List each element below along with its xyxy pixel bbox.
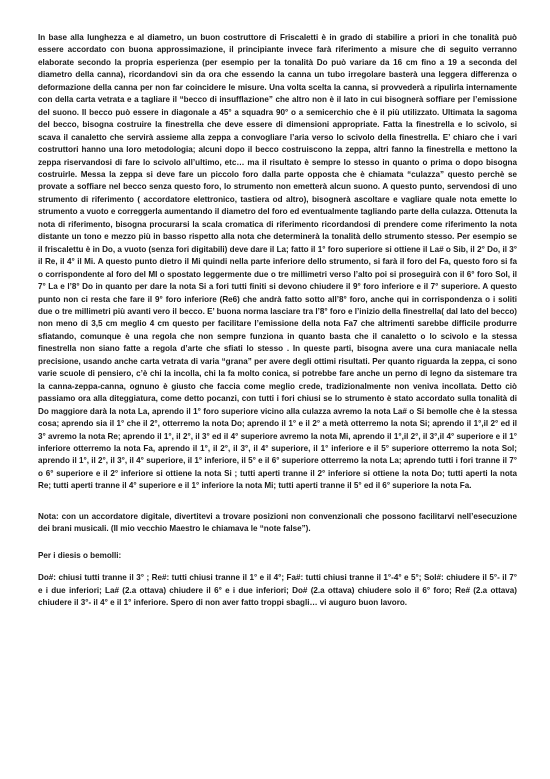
document-page xyxy=(38,32,517,609)
note-paragraph: Nota: con un accordatore digitale, divertitevi a trovare posizioni non convenzionali che possono facilitarvi nell’esecuzione dei brani musicali. (Il mio vecchio Maestro le chiamava le “note false”). xyxy=(38,511,517,534)
final-paragraph: Do#: chiusi tutti tranne il 3° ; Re#: tutti chiusi tranne il 1° e il 4°; Fa#: tutti chiusi tranne il 1°-4° e 5°; Sol#: chiudere il 5°- il 7° e i due inferiori; La# (2.a ottava) chiudere il 6° e i due inferiori; Do# (2.a ottava) chiudere solo il 6° foro; Re# (2.a ottava) chiudere il 3°- il 4° e il 1° inferiore. Spero di non aver fatto troppi sbagli… vi auguro buon lavoro. xyxy=(38,573,517,608)
section-heading: Per i diesis o bemolli: xyxy=(38,550,122,560)
main-paragraph: In base alla lunghezza e al diametro, un buon costruttore di Friscaletti è in grado di stabilire a priori in che tonalità può essere accordato con buona approssimazione, il principiante invece farà riferimento a misure che di seguito verranno elaborate secondo la propria esperienza (per esempio per la tonalità Do può variare da 16 cm fino a 19 a seconda del diametro della canna), ricordandovi sin da ora che essendo la canna un tubo irregolare basterà una leggera differenza o deformazione della canna per non far coincidere le misure. Una volta scelta la canna, si provvederà a ripulirla internamente con della carta vetrata e a tagliare il “becco di insufflazione” che altro non è il lato in cui bisognerà soffiare per l’emissione del suono. Il becco può essere in diagonale a 45° a squadra 90° o a semicerchio che è il più utilizzato. Ultimata la sagoma del becco, bisogna costruire la finestrella che deve essere di dimensioni appropriate. Fatta la finestrella e lo scivolo, si scava il canaletto che servirà assieme alla zeppa a convogliare l’aria verso lo scivolo della finestrella. E’ chiaro che i vari costruttori hanno una loro metodologia; alcuni dopo il becco costruiscono la zeppa, altri fanno la finestrella e mettono la zeppa riservandosi di fare lo scivolo all’ultimo, etc… ma il risultato è sempre lo stesso in quanto o prima o dopo bisogna costruirle. Messa la zeppa si deve fare un piccolo foro dalla parte opposta che è chiamata “culazza” questo perchè se provate a soffiare nel becco senza questo foro, lo strumento non emetterà alcun suono. A questo punto, servendosi di uno strumento di riferimento ( accordatore elettronico, tastiera od altro), bisognerà ascoltare e vagliare quale nota emette lo strumento a vuoto e correggerla aumentando il diametro del foro ed eventualmente tagliando parte della culazza. Ottenuta la nota di riferimento, bisogna procurarsi la scala cromatica di riferimento ricordandosi di prendere come riferimento la nota distante un tono e mezzo più in basso rispetto alla nota che determinerà la tonalità dello strumento stesso. Per esempio se il friscalettu è in Do, a vuoto (senza fori digitabili) deve dare il La; fatto il 1° foro superiore si ottiene il La# o Sib, il 2° Do, il 3° il Re, il 4° il Mi. A questo punto dietro il Mi quindi nella parte inferiore dello strumento, si farà il foro del Fa, questo foro si fa o corrispondente al foro del MI o spostato leggermente due o tre millimetri verso l’alto poi si proseguirà con il 6° foro Sol, il 7° La e l’8° Do in quanto per dare la nota Si a fori tutti finiti si devono chiudere il 9° foro inferiore e il 7° superiore. A questo punto non ci resta che fare il 9° foro inferiore (Re6) che andrà fatto sotto all’8° foro, anche qui in corrispondenza o i soliti due o tre millimetri più avanti vero il becco. E’ buona norma lasciare tra l’8° foro e l’inizio della finestrella( dal lato del becco) non meno di 3,5 cm meglio 4 cm questo per facilitare l’emissione della nota Fa7 che altrimenti sarebbe difficile produrre sfiatando, comunque è una regola che non sempre funziona in quanto basta che il canaletto o lo scivolo e la stessa finestrella non siano fatte a regola d’arte che sfiati lo stesso . In queste parti, bisogna avere una cura maniacale nella precisione, usando anche carta vetrata di varia “grana” per avere degli ottimi risultati. Per quanto riguarda la zeppa, ci sono varie scuole di pensiero, c’è chi la incolla, chi la fa molto conica, si potrebbe fare anche un perno di legno da sistemare tra la canna-zeppa-canna, ognuno è giusto che faccia come meglio crede, tradizionalmente non veniva incollata. Detto ciò passiamo ora alla diteggiatura, come detto pocanzi, con tutti i fori chiusi se lo strumento è stato accordato sulla tonalità di Do maggiore darà la nota La, aprendo il 1° foro superiore vicino alla culazza avremo la nota La# o Si bemolle che è la stessa cosa; aprendo sia il 1° che il 2°, otterremo la nota Do; aprendo il 1° e il 2° a metà otterremo la nota Si; aprendo il 1°,il 2° ed il 3° avremo la nota Re; aprendo il 1°, il 2°, il 3° ed il 4° superiore avremo la nota Mi, aprendo il 1°,il 2°, il 3°,il 4° superiore e il 1° inferiore otterremo la nota Fa, aprendo il 1°, il 2°, il 3°, il 4° superiore, il 1° inferiore e il 5° superiore otterremo la nota Sol; aprendo il 1°, il 2°, il 3°, il 4° superiore, il 1° inferiore, il 5° e il 6° superiore otterremo la nota La; aprendo tutti i fori tranne il 7° o 6° superiore e il 2° inferiore si ottiene la nota Si ; tutti aperti tranne il 2° inferiore si ottiene la nota Do; tutti aperti la nota Re; tutti aperti tranne il 4° superiore e il 1° inferiore la nota Mi; tutti aperti tranne il 5° ed il 6° superiore la nota Fa. xyxy=(38,33,517,491)
